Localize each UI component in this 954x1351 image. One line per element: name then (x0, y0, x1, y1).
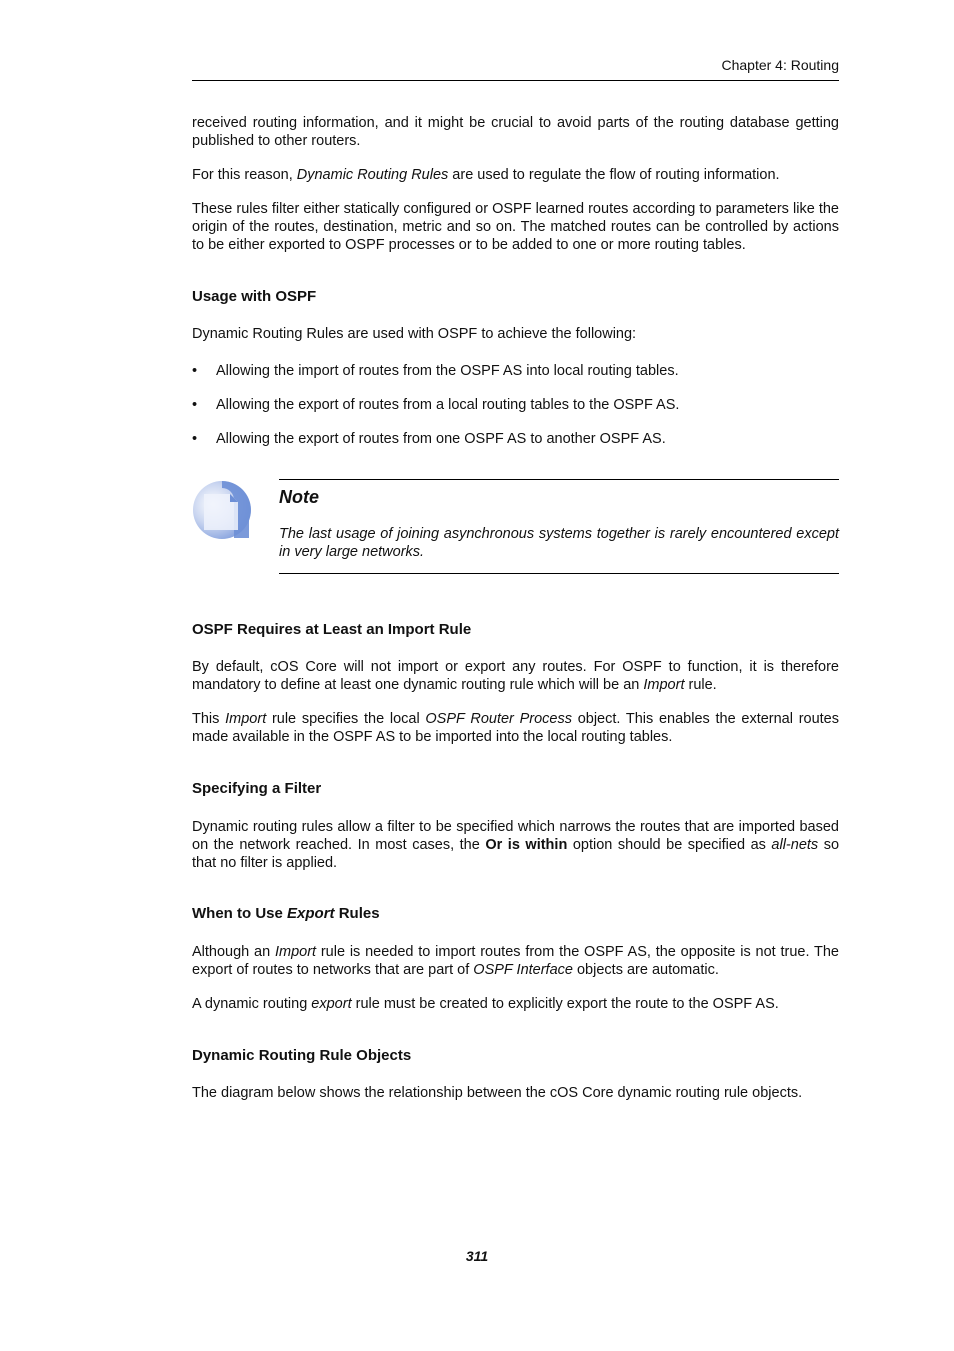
bullet-marker: • (192, 397, 198, 413)
section-heading-usage: Usage with OSPF (192, 288, 317, 305)
text-run: rule specifies the local (266, 711, 426, 727)
import-paragraph-1 (192, 658, 839, 694)
text-run: For this reason, (192, 167, 297, 183)
emphasis-import: Import (643, 677, 685, 693)
bold-or-is-within: Or is within (485, 837, 568, 853)
note-top-rule (279, 479, 839, 480)
text-run: By default, cOS Core will not import or export any routes. For OSPF to function, it is therefore mandatory to define at least one dynamic routing rule which will be an (192, 659, 839, 693)
text-run: When to Use (192, 905, 288, 922)
objects-paragraph: The diagram below shows the relationship between the cOS Core dynamic routing rule objects. (192, 1085, 803, 1101)
emphasis-export: Export (287, 905, 335, 922)
filter-paragraph (192, 818, 839, 872)
section-heading-objects: Dynamic Routing Rule Objects (192, 1047, 412, 1064)
note-icon (192, 480, 252, 540)
chapter-header: Chapter 4: Routing (721, 57, 839, 73)
text-run: objects are automatic. (572, 962, 719, 978)
text-run: rule must be created to explicitly export the route to the OSPF AS. (351, 996, 779, 1012)
usage-lead: Dynamic Routing Rules are used with OSPF to achieve the following: (192, 326, 637, 342)
intro-paragraph-2 (192, 166, 839, 184)
intro-paragraph-3: These rules filter either statically configured or OSPF learned routes according to parameters like the origin of the routes, destination, metric and so on. The matched routes can be controlled by actions to be either exported to OSPF processes or to be added to one or more routing tables. (192, 201, 839, 253)
page-number: 311 (465, 1248, 489, 1264)
text-run: object. This enables the external routes made available in the OSPF AS to be imported into the local routing tables. (192, 711, 839, 745)
list-item-text: Allowing the export of routes from one OSPF AS to another OSPF AS. (216, 431, 666, 447)
note-bottom-rule (279, 573, 839, 574)
bullet-marker: • (192, 363, 198, 379)
emphasis-export: export (311, 996, 352, 1012)
emphasis-import: Import (225, 711, 267, 727)
text-run: are used to regulate the flow of routing information. (448, 167, 780, 183)
note-body: The last usage of joining asynchronous systems together is rarely encountered except in very large networks. (279, 526, 839, 560)
text-run: option should be specified as (567, 837, 772, 853)
section-heading-export (192, 904, 380, 924)
list-item-text: Allowing the export of routes from a local routing tables to the OSPF AS. (216, 397, 680, 413)
text-run: Rules (334, 905, 380, 922)
emphasis-import: Import (274, 944, 317, 960)
text-run: Although an (192, 944, 275, 960)
text-run: A dynamic routing (192, 996, 312, 1012)
list-item-text: Allowing the import of routes from the OSPF AS into local routing tables. (216, 363, 679, 379)
emphasis-all-nets: all-nets (771, 837, 819, 853)
bullet-marker: • (192, 431, 198, 447)
section-heading-filter: Specifying a Filter (192, 780, 322, 797)
header-divider (192, 80, 839, 81)
text-run: This (192, 711, 226, 727)
text-run: rule is needed to import routes from the OSPF AS, the opposite is not true. The export of routes to networks that are part of (192, 944, 839, 978)
emphasis-dynamic-routing-rules: Dynamic Routing Rules (296, 167, 449, 183)
text-run: rule. (684, 677, 717, 693)
text-run: so that no filter is applied. (192, 837, 840, 871)
export-paragraph-2 (192, 995, 839, 1013)
import-paragraph-2 (192, 710, 839, 746)
section-heading-import-rule: OSPF Requires at Least an Import Rule (192, 621, 472, 638)
intro-paragraph-1: received routing information, and it might be crucial to avoid parts of the routing database getting published to other routers. (192, 115, 839, 149)
note-title: Note (279, 487, 319, 507)
emphasis-ospf-interface: OSPF Interface (473, 962, 573, 978)
export-paragraph-1 (192, 943, 839, 979)
text-run: Dynamic routing rules allow a filter to be specified which narrows the routes that are imported based on the network reached. In most cases, the (192, 819, 839, 853)
emphasis-ospf-router-process: OSPF Router Process (425, 711, 572, 727)
